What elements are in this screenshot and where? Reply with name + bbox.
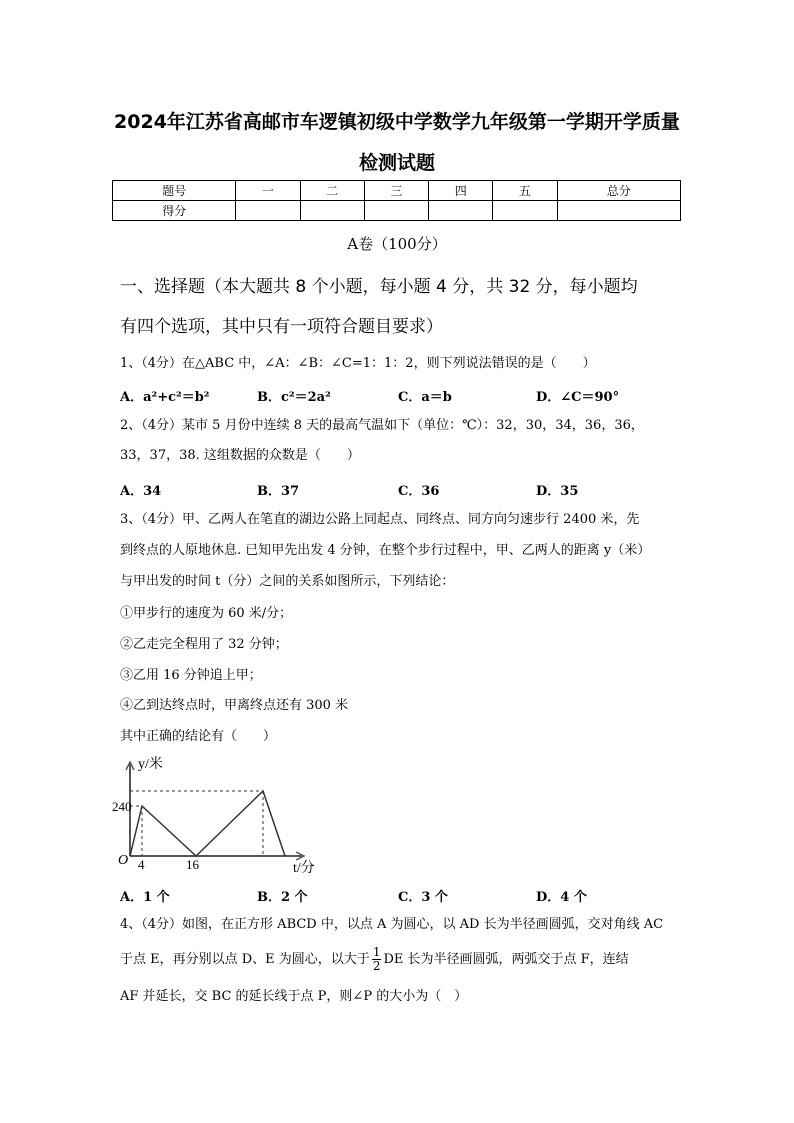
section-heading-2: 有四个选项，其中只有一项符合题目要求） [120, 317, 443, 337]
table-header: 二 [300, 181, 364, 201]
q3-option-b: B．2 个 [257, 890, 308, 905]
table-header: 题号 [113, 181, 236, 201]
x-tick-4: 4 [138, 857, 145, 872]
q2-option-d: D．35 [536, 484, 579, 499]
table-header: 总分 [557, 181, 680, 201]
q2-line-2: 33，37，38. 这组数据的众数是（ ） [120, 448, 360, 463]
score-cell [236, 201, 300, 221]
title-line-1: 2024年江苏省高邮市车逻镇初级中学数学九年级第一学期开学质量 [114, 111, 680, 133]
q3-item-3: ③乙用 16 分钟追上甲； [120, 668, 262, 683]
q3-item-4: ④乙到达终点时，甲离终点还有 300 米 [120, 698, 349, 713]
x-tick-16: 16 [186, 857, 199, 872]
q1-option-b: B．c²＝2a² [257, 390, 331, 405]
q3-line-3: 与甲出发的时间 t（分）之间的关系如图所示，下列结论： [120, 574, 455, 589]
q3-line-2: 到终点的人原地休息. 已知甲先出发 4 分钟，在整个步行过程中，甲、乙两人的距离 y（米） [120, 543, 651, 558]
table-header: 五 [493, 181, 557, 201]
table-header: 三 [364, 181, 428, 201]
q3-option-d: D．4 个 [536, 890, 587, 905]
q2-option-a: A．34 [120, 484, 162, 499]
distance-line [130, 791, 285, 856]
q1-stem: 1、（4分）在△ABC 中，∠A：∠B：∠C=1：1：2，则下列说法错误的是（ ） [120, 356, 596, 371]
section-heading-1: 一、选择题（本大题共 8 个小题，每小题 4 分，共 32 分，每小题均 [120, 277, 638, 297]
q2-option-c: C．36 [398, 484, 440, 499]
q3-option-c: C．3 个 [398, 890, 448, 905]
score-cell [300, 201, 364, 221]
q3-line-1: 3、（4分）甲、乙两人在笔直的湖边公路上同起点、同终点、同方向匀速步行 2400 米，先 [120, 512, 640, 527]
q4-line-2 [120, 945, 629, 975]
origin-label: O [118, 853, 129, 868]
table-row [113, 201, 681, 221]
q4-line-1: 4、（4分）如图，在正方形 ABCD 中，以点 A 为圆心，以 AD 长为半径画圆弧，交对角线 AC [120, 917, 664, 932]
volume-heading: A卷（100分） [347, 235, 447, 253]
table-header: 一 [236, 181, 300, 201]
q1-option-a: A．a²+c²＝b² [120, 390, 210, 405]
q1-option-d: D．∠C＝90° [536, 390, 620, 405]
q3-item-2: ②乙走完全程用了 32 分钟； [120, 637, 288, 652]
fraction-denominator: 2 [372, 959, 381, 973]
row-label: 得分 [113, 201, 236, 221]
y-tick-240: 240 [112, 799, 132, 814]
y-axis-label: y/米 [138, 757, 163, 772]
q4-line-2a: 于点 E，再分别以点 D、E 为圆心，以大于 [120, 952, 370, 967]
q2-line-1: 2、（4分）某市 5 月份中连续 8 天的最高气温如下（单位：℃）：32，30，34，36，36， [120, 418, 644, 433]
score-cell [557, 201, 680, 221]
q3-option-a: A．1 个 [120, 890, 170, 905]
score-table [112, 180, 681, 221]
q4-line-2b: DE 长为半径画圆弧，两弧交于点 F，连结 [383, 952, 629, 967]
q3-ask: 其中正确的结论有（ ） [120, 729, 277, 744]
title-line-2: 检测试题 [358, 152, 435, 174]
table-row [113, 181, 681, 201]
fraction-numerator: 1 [372, 945, 381, 959]
score-cell [429, 201, 493, 221]
x-axis-label: t/分 [293, 861, 315, 876]
q1-option-c: C．a＝b [398, 390, 452, 405]
q2-option-b: B．37 [257, 484, 300, 499]
score-cell [364, 201, 428, 221]
q4-line-3: AF 并延长，交 BC 的延长线于点 P，则∠P 的大小为（ ） [120, 989, 468, 1004]
distance-time-graph [110, 750, 360, 880]
table-header: 四 [429, 181, 493, 201]
score-cell [493, 201, 557, 221]
fraction-half [372, 946, 382, 973]
q3-item-1: ①甲步行的速度为 60 米/分； [120, 606, 293, 621]
